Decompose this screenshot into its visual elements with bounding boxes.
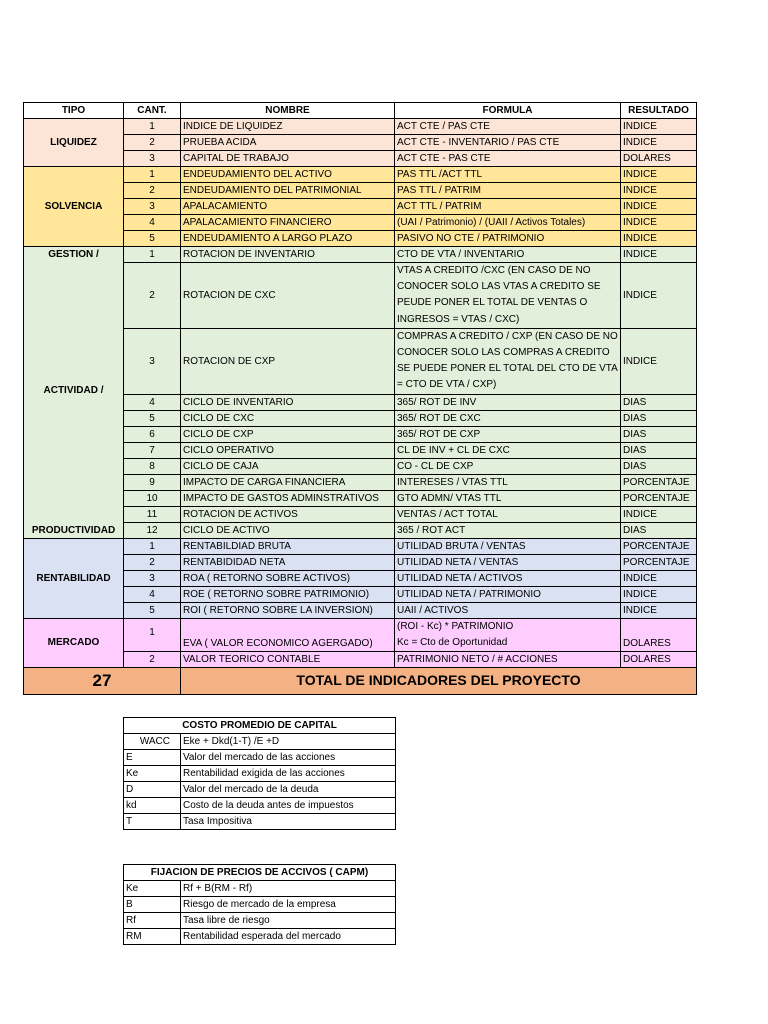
indicator-formula: UAII / ACTIVOS xyxy=(395,602,621,618)
indicator-formula: PATRIMONIO NETO / # ACCIONES xyxy=(395,651,621,667)
indicators-table xyxy=(23,102,697,695)
indicator-result: INDICE xyxy=(621,328,697,394)
wacc-key: T xyxy=(124,814,181,830)
indicator-formula: VENTAS / ACT TOTAL xyxy=(395,506,621,522)
indicator-formula: PAS TTL / PATRIM xyxy=(395,183,621,199)
indicator-formula: 365/ ROT DE CXC xyxy=(395,410,621,426)
table-row xyxy=(24,410,697,426)
indicator-name: ROTACION DE INVENTARIO xyxy=(181,247,395,263)
wacc-key: Ke xyxy=(124,766,181,782)
indicator-result: DIAS xyxy=(621,426,697,442)
indicator-formula: CTO DE VTA / INVENTARIO xyxy=(395,247,621,263)
row-number: 2 xyxy=(124,651,181,667)
table-row xyxy=(24,119,697,135)
capm-key: Rf xyxy=(124,913,181,929)
table-row xyxy=(124,881,396,897)
indicator-formula: ACT CTE - PAS CTE xyxy=(395,151,621,167)
table-row xyxy=(124,814,396,830)
table-row xyxy=(124,929,396,945)
indicator-result: DIAS xyxy=(621,410,697,426)
row-number: 8 xyxy=(124,458,181,474)
row-number: 2 xyxy=(124,183,181,199)
row-number: 1 xyxy=(124,119,181,135)
formula-line-2: Kc = Cto de Oportunidad xyxy=(397,636,508,648)
row-number: 3 xyxy=(124,151,181,167)
wacc-key: WACC xyxy=(124,734,181,750)
indicator-formula: CO - CL DE CXP xyxy=(395,458,621,474)
table-row xyxy=(24,651,697,667)
indicator-formula: ACT CTE - INVENTARIO / PAS CTE xyxy=(395,135,621,151)
table-row xyxy=(24,215,697,231)
indicator-formula: 365 / ROT ACT xyxy=(395,522,621,538)
table-row xyxy=(24,506,697,522)
row-number: 4 xyxy=(124,586,181,602)
wacc-key: E xyxy=(124,750,181,766)
indicator-formula xyxy=(395,618,621,651)
table-row xyxy=(24,570,697,586)
capm-table xyxy=(123,864,396,945)
indicator-result: INDICE xyxy=(621,135,697,151)
capm-value: Riesgo de mercado de la empresa xyxy=(181,897,396,913)
wacc-value: Valor del mercado de la deuda xyxy=(181,782,396,798)
indicator-result: INDICE xyxy=(621,263,697,329)
indicator-formula: UTILIDAD BRUTA / VENTAS xyxy=(395,538,621,554)
indicator-name: APALACAMIENTO FINANCIERO xyxy=(181,215,395,231)
indicator-name: IMPACTO DE CARGA FINANCIERA xyxy=(181,474,395,490)
indicator-result: PORCENTAJE xyxy=(621,490,697,506)
capm-key: RM xyxy=(124,929,181,945)
table-row xyxy=(24,618,697,651)
indicator-result: INDICE xyxy=(621,506,697,522)
indicator-result: INDICE xyxy=(621,231,697,247)
capm-title: FIJACION DE PRECIOS DE ACCIVOS ( CAPM) xyxy=(124,865,396,881)
indicator-result: INDICE xyxy=(621,167,697,183)
indicator-formula: UTILIDAD NETA / PATRIMONIO xyxy=(395,586,621,602)
indicator-name: INDICE DE LIQUIDEZ xyxy=(181,119,395,135)
row-number: 6 xyxy=(124,426,181,442)
group-liquidez: LIQUIDEZ xyxy=(24,119,124,167)
indicator-formula: PAS TTL /ACT TTL xyxy=(395,167,621,183)
capm-key: B xyxy=(124,897,181,913)
table-row xyxy=(24,426,697,442)
row-number: 3 xyxy=(124,328,181,394)
capm-key: Ke xyxy=(124,881,181,897)
row-number: 2 xyxy=(124,135,181,151)
row-number: 3 xyxy=(124,570,181,586)
table-row xyxy=(24,199,697,215)
indicator-result: PORCENTAJE xyxy=(621,474,697,490)
wacc-value: Rentabilidad exigida de las acciones xyxy=(181,766,396,782)
group-gestion-line2: ACTIVIDAD / xyxy=(43,385,104,396)
indicator-result: PORCENTAJE xyxy=(621,554,697,570)
table-row xyxy=(24,458,697,474)
wacc-title: COSTO PROMEDIO DE CAPITAL xyxy=(124,718,396,734)
group-gestion-line1: GESTION / xyxy=(48,249,99,260)
group-gestion xyxy=(24,247,124,539)
indicator-formula: 365/ ROT DE CXP xyxy=(395,426,621,442)
table-row xyxy=(24,328,697,394)
indicator-name: ROTACION DE CXP xyxy=(181,328,395,394)
indicator-result: DIAS xyxy=(621,442,697,458)
row-number: 11 xyxy=(124,506,181,522)
table-row xyxy=(124,766,396,782)
indicator-name: IMPACTO DE GASTOS ADMINSTRATIVOS xyxy=(181,490,395,506)
table-row xyxy=(24,522,697,538)
header-cant: CANT. xyxy=(124,103,181,119)
wacc-header xyxy=(124,718,396,734)
indicator-name: CICLO DE CAJA xyxy=(181,458,395,474)
row-number: 5 xyxy=(124,410,181,426)
capm-header xyxy=(124,865,396,881)
total-label: TOTAL DE INDICADORES DEL PROYECTO xyxy=(181,667,697,694)
capm-value: Rentabilidad esperada del mercado xyxy=(181,929,396,945)
indicator-name: EVA ( VALOR ECONOMICO AGERGADO) xyxy=(181,618,395,651)
table-row xyxy=(24,602,697,618)
row-number: 4 xyxy=(124,394,181,410)
wacc-value: Valor del mercado de las acciones xyxy=(181,750,396,766)
group-gestion-line3: PRODUCTIVIDAD xyxy=(31,524,116,536)
table-row xyxy=(24,490,697,506)
indicator-name: ENDEUDAMIENTO DEL PATRIMONIAL xyxy=(181,183,395,199)
row-number: 5 xyxy=(124,602,181,618)
indicator-name: PRUEBA ACIDA xyxy=(181,135,395,151)
indicator-formula: CL DE INV + CL DE CXC xyxy=(395,442,621,458)
indicator-result: DOLARES xyxy=(621,618,697,651)
indicator-name: ROI ( RETORNO SOBRE LA INVERSION) xyxy=(181,602,395,618)
indicator-result: INDICE xyxy=(621,570,697,586)
group-mercado: MERCADO xyxy=(24,618,124,667)
indicator-result: INDICE xyxy=(621,119,697,135)
indicator-result: DIAS xyxy=(621,522,697,538)
table-row xyxy=(24,151,697,167)
table-row xyxy=(124,897,396,913)
table-row xyxy=(24,474,697,490)
indicator-formula: UTILIDAD NETA / ACTIVOS xyxy=(395,570,621,586)
indicator-formula: ACT CTE / PAS CTE xyxy=(395,119,621,135)
wacc-key: D xyxy=(124,782,181,798)
total-row xyxy=(24,667,697,694)
wacc-value: Eke + Dkd(1-T) /E +D xyxy=(181,734,396,750)
indicator-name: APALACAMIENTO xyxy=(181,199,395,215)
group-solvencia: SOLVENCIA xyxy=(24,167,124,247)
table-row xyxy=(24,247,697,263)
group-rentabilidad: RENTABILIDAD xyxy=(24,538,124,618)
indicator-name: ENDEUDAMIENTO DEL ACTIVO xyxy=(181,167,395,183)
indicator-name: VALOR TEORICO CONTABLE xyxy=(181,651,395,667)
header-row xyxy=(24,103,697,119)
indicator-result: INDICE xyxy=(621,183,697,199)
indicator-formula: (UAI / Patrimonio) / (UAII / Activos Totales) xyxy=(395,215,621,231)
table-row xyxy=(24,231,697,247)
table-row xyxy=(24,538,697,554)
indicator-name: CICLO DE CXP xyxy=(181,426,395,442)
table-row xyxy=(24,586,697,602)
indicator-name: CICLO DE INVENTARIO xyxy=(181,394,395,410)
header-tipo: TIPO xyxy=(24,103,124,119)
indicator-formula: COMPRAS A CREDITO / CXP (EN CASO DE NO CONOCER SOLO LAS COMPRAS A CREDITO SE PUEDE PONER EL TOTAL DEL CTO DE VTA = CTO DE VTA / CXP) xyxy=(395,328,621,394)
wacc-value: Costo de la deuda antes de impuestos xyxy=(181,798,396,814)
header-formula: FORMULA xyxy=(395,103,621,119)
indicator-result: DOLARES xyxy=(621,651,697,667)
table-row xyxy=(124,782,396,798)
row-number: 2 xyxy=(124,263,181,329)
row-number: 4 xyxy=(124,215,181,231)
table-row xyxy=(124,750,396,766)
indicator-name: RENTABIDIDAD NETA xyxy=(181,554,395,570)
indicator-result: INDICE xyxy=(621,247,697,263)
header-nombre: NOMBRE xyxy=(181,103,395,119)
indicator-result: DIAS xyxy=(621,458,697,474)
table-row xyxy=(124,913,396,929)
table-row xyxy=(24,263,697,329)
capm-value: Tasa libre de riesgo xyxy=(181,913,396,929)
indicator-name: CAPITAL DE TRABAJO xyxy=(181,151,395,167)
table-row xyxy=(24,167,697,183)
indicator-result: DIAS xyxy=(621,394,697,410)
row-number: 5 xyxy=(124,231,181,247)
indicator-name: CICLO DE CXC xyxy=(181,410,395,426)
row-number: 1 xyxy=(124,618,181,651)
indicator-result: INDICE xyxy=(621,215,697,231)
indicator-formula: VTAS A CREDITO /CXC (EN CASO DE NO CONOCER SOLO LAS VTAS A CREDITO SE PEUDE PONER EL TOTAL DE VENTAS O INGRESOS = VTAS / CXC) xyxy=(395,263,621,329)
indicator-result: INDICE xyxy=(621,199,697,215)
indicator-name: ENDEUDAMIENTO A LARGO PLAZO xyxy=(181,231,395,247)
row-number: 12 xyxy=(124,522,181,538)
indicator-formula: GTO ADMN/ VTAS TTL xyxy=(395,490,621,506)
indicator-result: INDICE xyxy=(621,586,697,602)
table-row xyxy=(24,183,697,199)
capm-value: Rf + B(RM - Rf) xyxy=(181,881,396,897)
table-row xyxy=(24,394,697,410)
row-number: 1 xyxy=(124,167,181,183)
row-number: 1 xyxy=(124,538,181,554)
row-number: 9 xyxy=(124,474,181,490)
indicator-result: DOLARES xyxy=(621,151,697,167)
row-number: 3 xyxy=(124,199,181,215)
indicator-formula: PASIVO NO CTE / PATRIMONIO xyxy=(395,231,621,247)
table-row xyxy=(124,798,396,814)
row-number: 2 xyxy=(124,554,181,570)
formula-line-1: (ROI - Kc) * PATRIMONIO xyxy=(397,620,514,632)
indicator-name: ROE ( RETORNO SOBRE PATRIMONIO) xyxy=(181,586,395,602)
indicator-formula: 365/ ROT DE INV xyxy=(395,394,621,410)
indicator-name: CICLO OPERATIVO xyxy=(181,442,395,458)
row-number: 1 xyxy=(124,247,181,263)
indicator-name: ROTACION DE CXC xyxy=(181,263,395,329)
row-number: 7 xyxy=(124,442,181,458)
wacc-table xyxy=(123,717,396,830)
indicator-formula: UTILIDAD NETA / VENTAS xyxy=(395,554,621,570)
table-row xyxy=(124,734,396,750)
indicator-name: ROTACION DE ACTIVOS xyxy=(181,506,395,522)
indicator-result: INDICE xyxy=(621,602,697,618)
table-row xyxy=(24,135,697,151)
indicator-name: CICLO DE ACTIVO xyxy=(181,522,395,538)
indicator-formula: INTERESES / VTAS TTL xyxy=(395,474,621,490)
row-number: 10 xyxy=(124,490,181,506)
total-count: 27 xyxy=(24,667,181,694)
header-resultado: RESULTADO xyxy=(621,103,697,119)
table-row xyxy=(24,442,697,458)
wacc-key: kd xyxy=(124,798,181,814)
wacc-value: Tasa Impositiva xyxy=(181,814,396,830)
indicator-formula: ACT TTL / PATRIM xyxy=(395,199,621,215)
indicator-result: PORCENTAJE xyxy=(621,538,697,554)
table-row xyxy=(24,554,697,570)
indicator-name: RENTABILDIAD BRUTA xyxy=(181,538,395,554)
indicator-name: ROA ( RETORNO SOBRE ACTIVOS) xyxy=(181,570,395,586)
